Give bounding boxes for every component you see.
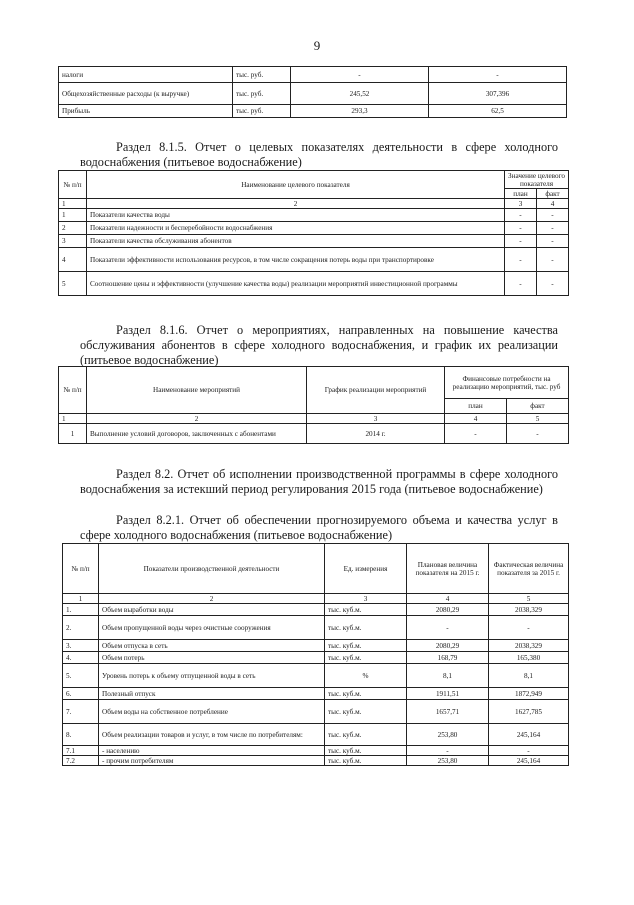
index-row: 1 2 3 4 5 [59,414,569,424]
table-row: 7.2 - прочим потребителям тыс. куб.м. 253,80 245,164 [63,756,569,766]
header-name: Наименование целевого показателя [87,171,505,199]
table-row: 7.1 - населению тыс. куб.м. - - [63,746,569,756]
row-unit: тыс. руб. [233,67,291,83]
header-num: № п/п [59,171,87,199]
header-plan: план [505,189,537,199]
table-row [59,67,567,83]
table-row: 4 Показатели эффективности использования ресурсов, в том числе сокращения потерь воды при транспортировке - - [59,248,569,272]
table-row [59,83,567,105]
header-num: № п/п [59,367,87,414]
row-fact: 62,5 [429,105,567,118]
header-fact: факт [537,189,569,199]
table-row: 7. Объем воды на собственное потребление тыс. куб.м. 1657,71 1627,785 [63,700,569,724]
row-name: Общехозяйственные расходы (к выручке) [59,83,233,105]
section-816-heading: Раздел 8.1.6. Отчет о мероприятиях, направленных на повышение качества обслуживания абонентов в сфере холодного водоснабжения, и график их реализации (питьевое водоснабжение) [80,323,558,367]
table-row: 5. Уровень потерь к объему отпущенной воды в сеть % 8,1 8,1 [63,664,569,688]
row-fact: 307,396 [429,83,567,105]
section-82-heading: Раздел 8.2. Отчет об исполнении производственной программы в сфере холодного водоснабжения за истекший период регулирования 2015 года (питьевое водоснабжение) [80,467,558,496]
header-plan: план [445,399,507,414]
table-row: 6. Полезный отпуск тыс. куб.м. 1911,51 1872,949 [63,688,569,700]
row-plan: - [291,67,429,83]
row-name: Прибыль [59,105,233,118]
row-plan: 245,52 [291,83,429,105]
section-815-heading: Раздел 8.1.5. Отчет о целевых показателях деятельности в сфере холодного водоснабжения (питьевое водоснабжение) [80,140,558,169]
row-plan: 293,3 [291,105,429,118]
row-unit: тыс. руб. [233,83,291,105]
row-name: налоги [59,67,233,83]
table-row: 1. Объем выработки воды тыс. куб.м. 2080,29 2038,329 [63,604,569,616]
section-821-heading: Раздел 8.2.1. Отчет об обеспечении прогнозируемого объема и качества услуг в сфере холодного водоснабжения (питьевое водоснабжение) [80,513,558,542]
table-row: 3 Показатели качества обслуживания абонентов - - [59,235,569,248]
table-row: 4. Объем потерь тыс. куб.м. 168,79 165,380 [63,652,569,664]
target-indicators-table [58,170,569,296]
table-row: 2. Объем пропущенной воды через очистные сооружения тыс. куб.м. - - [63,616,569,640]
page-number: 9 [313,38,321,53]
index-row: 1 2 3 4 5 [63,594,569,604]
header-plan: Плановая величина показателя на 2015 г. [407,544,489,594]
table-row: 1 Показатели качества воды - - [59,209,569,222]
table-row: 1 Выполнение условий договоров, заключенных с абонентами 2014 г. - - [59,424,569,444]
header-schedule: График реализации мероприятий [307,367,445,414]
production-table [62,543,569,766]
header-name: Показатели производственной деятельности [99,544,325,594]
table-row: 8. Объем реализации товаров и услуг, в том числе по потребителям: тыс. куб.м. 253,80 245,164 [63,724,569,746]
index-row: 1 2 3 4 [59,199,569,209]
header-unit: Ед. измерения [325,544,407,594]
activities-table [58,366,569,444]
header-fact: Фактическая величина показателя за 2015 г. [489,544,569,594]
table-row [59,105,567,118]
row-fact: - [429,67,567,83]
header-num: № п/п [63,544,99,594]
header-finance: Финансовые потребности на реализацию мероприятий, тыс. руб [445,367,569,399]
table-row: 3. Объем отпуска в сеть тыс. куб.м. 2080,29 2038,329 [63,640,569,652]
row-unit: тыс. руб. [233,105,291,118]
table-row: 5 Соотношение цены и эффективности (улучшение качества воды) реализации мероприятий инвестиционной программы - - [59,272,569,296]
header-fact: факт [507,399,569,414]
table-row: 2 Показатели надежности и бесперебойности водоснабжения - - [59,222,569,235]
header-name: Наименование мероприятий [87,367,307,414]
header-value: Значение целевого показателя [505,171,569,189]
top-table [58,66,567,118]
